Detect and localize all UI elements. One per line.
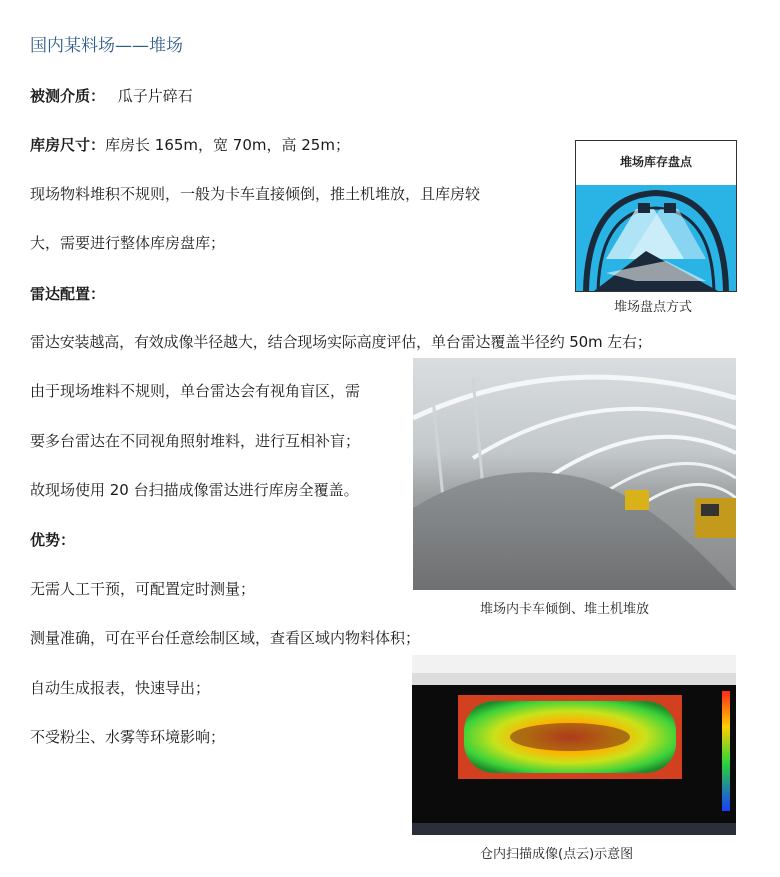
radar-line-4: 故现场使用 20 台扫描成像雷达进行库房全覆盖。: [30, 481, 359, 499]
page-title: 国内某料场——堆场: [30, 36, 183, 56]
desc-line-1: 现场物料堆积不规则，一般为卡车直接倾倒，推土机堆放，且库房较: [30, 185, 481, 203]
inventory-caption: 堆场盘点方式: [614, 300, 693, 315]
schematic-title: 堆场库存盘点: [619, 155, 692, 169]
desc-line-2: 大，需要进行整体库房盘库；: [30, 234, 226, 252]
inventory-schematic: [575, 140, 737, 292]
radar-line-2: 由于现场堆料不规则，单台雷达会有视角盲区，需: [30, 382, 361, 400]
advantage-item: 测量准确，可在平台任意绘制区域，查看区域内物料体积；: [30, 629, 421, 647]
size-value: 库房长 165m，宽 70m，高 25m；: [105, 136, 350, 154]
radar-line-3: 要多台雷达在不同视角照射堆料，进行互相补盲；: [30, 432, 361, 450]
radar-heading: 雷达配置：: [30, 285, 106, 303]
advantage-item: 不受粉尘、水雾等环境影响；: [30, 728, 226, 746]
schematic-drawing: [576, 141, 736, 291]
size-row: [30, 135, 350, 155]
advantages-heading: 优势：: [30, 531, 76, 549]
size-label: 库房尺寸：: [30, 136, 106, 154]
medium-label: 被测介质：: [30, 87, 106, 105]
pointcloud-caption: 仓内扫描成像(点云)示意图: [480, 847, 634, 862]
pointcloud-drawing: [412, 655, 736, 835]
photo-caption: 堆场内卡车倾倒、堆土机堆放: [480, 602, 650, 617]
radar-line-1: 雷达安装越高，有效成像半径越大，结合现场实际高度评估，单台雷达覆盖半径约 50m 左右；: [30, 333, 652, 351]
advantage-item: 无需人工干预，可配置定时测量；: [30, 580, 256, 598]
medium-value: 瓜子片碎石: [117, 87, 193, 105]
medium-row: [30, 86, 193, 106]
warehouse-photo-drawing: [413, 358, 736, 590]
pointcloud-screenshot: [412, 655, 736, 835]
warehouse-photo: [413, 358, 736, 590]
advantage-item: 自动生成报表，快速导出；: [30, 679, 211, 697]
